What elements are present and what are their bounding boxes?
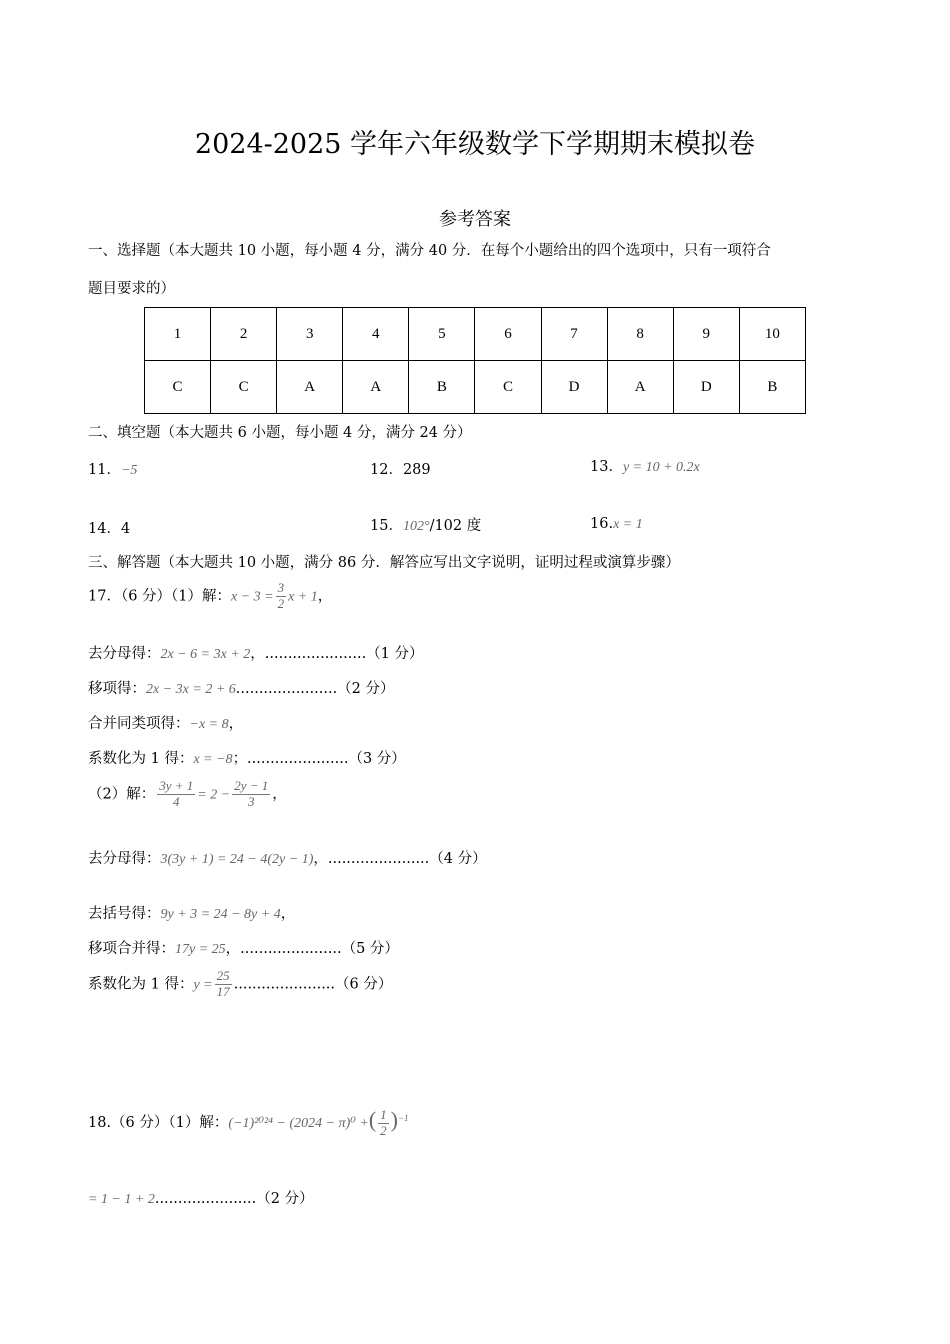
table-cell: 6 bbox=[475, 308, 541, 361]
step-label: 移项得： bbox=[88, 681, 146, 697]
fill-item-16 bbox=[590, 516, 643, 533]
q17-step-2 bbox=[88, 677, 395, 698]
page-title: 2024-2025 学年六年级数学下学期期末模拟卷 bbox=[194, 129, 756, 160]
step-math: 2x − 6 = 3x + 2 bbox=[160, 647, 251, 662]
step-tail: ......................（2 分） bbox=[154, 1191, 314, 1207]
table-cell: 8 bbox=[607, 308, 673, 361]
step-tail: ， bbox=[228, 716, 244, 732]
fill-item-value: 289 bbox=[402, 462, 431, 478]
q17-step2-2 bbox=[88, 902, 295, 923]
q18-intro-line bbox=[88, 1107, 409, 1138]
q17-p2-fraction-1 bbox=[157, 779, 195, 810]
step-label: 去分母得： bbox=[88, 646, 161, 662]
fraction-denominator: 17 bbox=[216, 983, 230, 999]
q17-eq-rhs: x + 1 bbox=[288, 589, 318, 605]
table-cell: 7 bbox=[541, 308, 607, 361]
fill-item-label: 12． bbox=[370, 462, 403, 478]
comma: ， bbox=[272, 786, 287, 803]
fraction-numerator: 3 bbox=[277, 580, 285, 595]
q17-intro-line bbox=[88, 581, 332, 612]
step-tail: ......................（2 分） bbox=[235, 681, 395, 697]
q17-step-1 bbox=[88, 642, 424, 663]
step-math: 9y + 3 = 24 − 8y + 4 bbox=[160, 907, 281, 922]
q17-final-lhs: y = bbox=[193, 977, 213, 993]
fill-item-value: 102° bbox=[402, 519, 430, 534]
q17-step2-1 bbox=[88, 847, 487, 868]
step-math: = 1 − 1 + 2 bbox=[88, 1192, 155, 1207]
fill-item-label: 11． bbox=[88, 462, 121, 478]
section2-heading: 二、填空题（本大题共 6 小题，每小题 4 分，满分 24 分） bbox=[88, 425, 472, 441]
q17-final-line bbox=[88, 969, 392, 1000]
q17-eq-lhs: x − 3 = bbox=[231, 589, 274, 605]
step-math: 17y = 25 bbox=[175, 942, 226, 957]
table-cell: C bbox=[211, 361, 277, 414]
q18-intro: 18.（6 分）（1）解： bbox=[88, 1115, 229, 1131]
table-cell: 2 bbox=[211, 308, 277, 361]
answer-table-answer-row bbox=[145, 361, 806, 414]
step-math: −x = 8 bbox=[189, 717, 229, 732]
q17-step2-3 bbox=[88, 937, 399, 958]
q17-p2-mid: = 2 − bbox=[197, 787, 231, 803]
step-tail: ；......................（3 分） bbox=[232, 751, 406, 767]
fill-item-value: 4 bbox=[120, 521, 131, 537]
q17-final-fraction bbox=[215, 969, 232, 1000]
fraction-denominator: 3 bbox=[247, 793, 255, 809]
fill-item-11 bbox=[88, 458, 137, 479]
answer-table-number-row bbox=[145, 308, 806, 361]
step-math: 3(3y + 1) = 24 − 4(2y − 1) bbox=[160, 852, 314, 867]
fraction-numerator: 25 bbox=[216, 968, 230, 983]
step-tail: ，......................（5 分） bbox=[225, 941, 399, 957]
fill-item-label: 13． bbox=[590, 459, 623, 475]
fraction-numerator: 1 bbox=[380, 1106, 387, 1122]
fill-item-value: −5 bbox=[120, 463, 138, 478]
step-math: 2x − 3x = 2 + 6 bbox=[146, 682, 236, 697]
fraction-numerator: 2y − 1 bbox=[234, 778, 269, 793]
table-cell: B bbox=[739, 361, 805, 414]
table-cell: A bbox=[343, 361, 409, 414]
step-label: 系数化为 1 得： bbox=[88, 976, 194, 993]
fraction-denominator: 4 bbox=[173, 793, 180, 809]
section1-heading: 一、选择题（本大题共 10 小题，每小题 4 分，满分 40 分．在每个小题给出的四个选项中，只有一项符合 bbox=[88, 243, 771, 259]
table-cell: 9 bbox=[673, 308, 739, 361]
step-label: 系数化为 1 得： bbox=[88, 751, 194, 767]
page-subtitle: 参考答案 bbox=[439, 209, 511, 230]
step-label: 去括号得： bbox=[88, 906, 161, 922]
q18-fraction bbox=[378, 1108, 389, 1139]
answer-table bbox=[144, 307, 806, 414]
q18-step-1 bbox=[88, 1187, 314, 1208]
table-cell: 4 bbox=[343, 308, 409, 361]
fraction-denominator: 2 bbox=[277, 595, 285, 611]
table-cell: C bbox=[145, 361, 211, 414]
table-cell: D bbox=[541, 361, 607, 414]
q17-step-4 bbox=[88, 747, 406, 768]
fill-item-suffix: /102 度 bbox=[429, 518, 482, 534]
step-tail: ， bbox=[280, 906, 296, 922]
fill-item-label: 14． bbox=[88, 521, 121, 537]
fill-item-13 bbox=[590, 455, 700, 476]
table-cell: 3 bbox=[277, 308, 343, 361]
fill-item-12 bbox=[370, 458, 431, 479]
step-label: 合并同类项得： bbox=[88, 716, 190, 732]
table-cell: 10 bbox=[739, 308, 805, 361]
step-tail: ，......................（4 分） bbox=[313, 851, 487, 867]
q18-exponent: −1 bbox=[397, 1113, 409, 1124]
table-cell: 5 bbox=[409, 308, 475, 361]
fill-item-15 bbox=[370, 514, 481, 535]
paren-open: ( bbox=[368, 1107, 377, 1132]
step-label: 去分母得： bbox=[88, 851, 161, 867]
fraction-numerator: 3y + 1 bbox=[159, 778, 194, 793]
fill-item-label: 15． bbox=[370, 518, 403, 534]
table-cell: D bbox=[673, 361, 739, 414]
section3-heading: 三、解答题（本大题共 10 小题，满分 86 分．解答应写出文字说明，证明过程或演算步骤） bbox=[88, 555, 680, 571]
table-cell: B bbox=[409, 361, 475, 414]
step-math: x = −8 bbox=[193, 752, 233, 767]
q18-expr: (−1)²⁰²⁴ − (2024 − π)⁰ + bbox=[228, 1116, 369, 1131]
fill-item-label: 16. bbox=[590, 516, 614, 532]
q17-step-3 bbox=[88, 712, 243, 733]
fraction-denominator: 2 bbox=[380, 1122, 387, 1138]
q17-eq-fraction bbox=[276, 581, 287, 612]
q17-p2-fraction-2 bbox=[232, 779, 270, 810]
fill-item-value: y = 10 + 0.2x bbox=[622, 460, 700, 475]
step-label: 移项合并得： bbox=[88, 941, 175, 957]
table-cell: 1 bbox=[145, 308, 211, 361]
table-cell: C bbox=[475, 361, 541, 414]
step-tail: ，......................（1 分） bbox=[250, 646, 424, 662]
step-tail: ......................（6 分） bbox=[233, 976, 393, 993]
paren-close: ) bbox=[390, 1107, 398, 1132]
table-cell: A bbox=[607, 361, 673, 414]
comma: ， bbox=[317, 588, 333, 605]
q17-part2-line bbox=[88, 779, 287, 810]
q17-part2-intro: （2）解： bbox=[88, 786, 156, 803]
fill-item-14 bbox=[88, 517, 130, 538]
section1-heading-cont: 题目要求的） bbox=[88, 281, 175, 297]
fill-item-value: x = 1 bbox=[613, 517, 643, 532]
q17-intro: 17．（6 分）（1）解： bbox=[88, 588, 232, 605]
table-cell: A bbox=[277, 361, 343, 414]
